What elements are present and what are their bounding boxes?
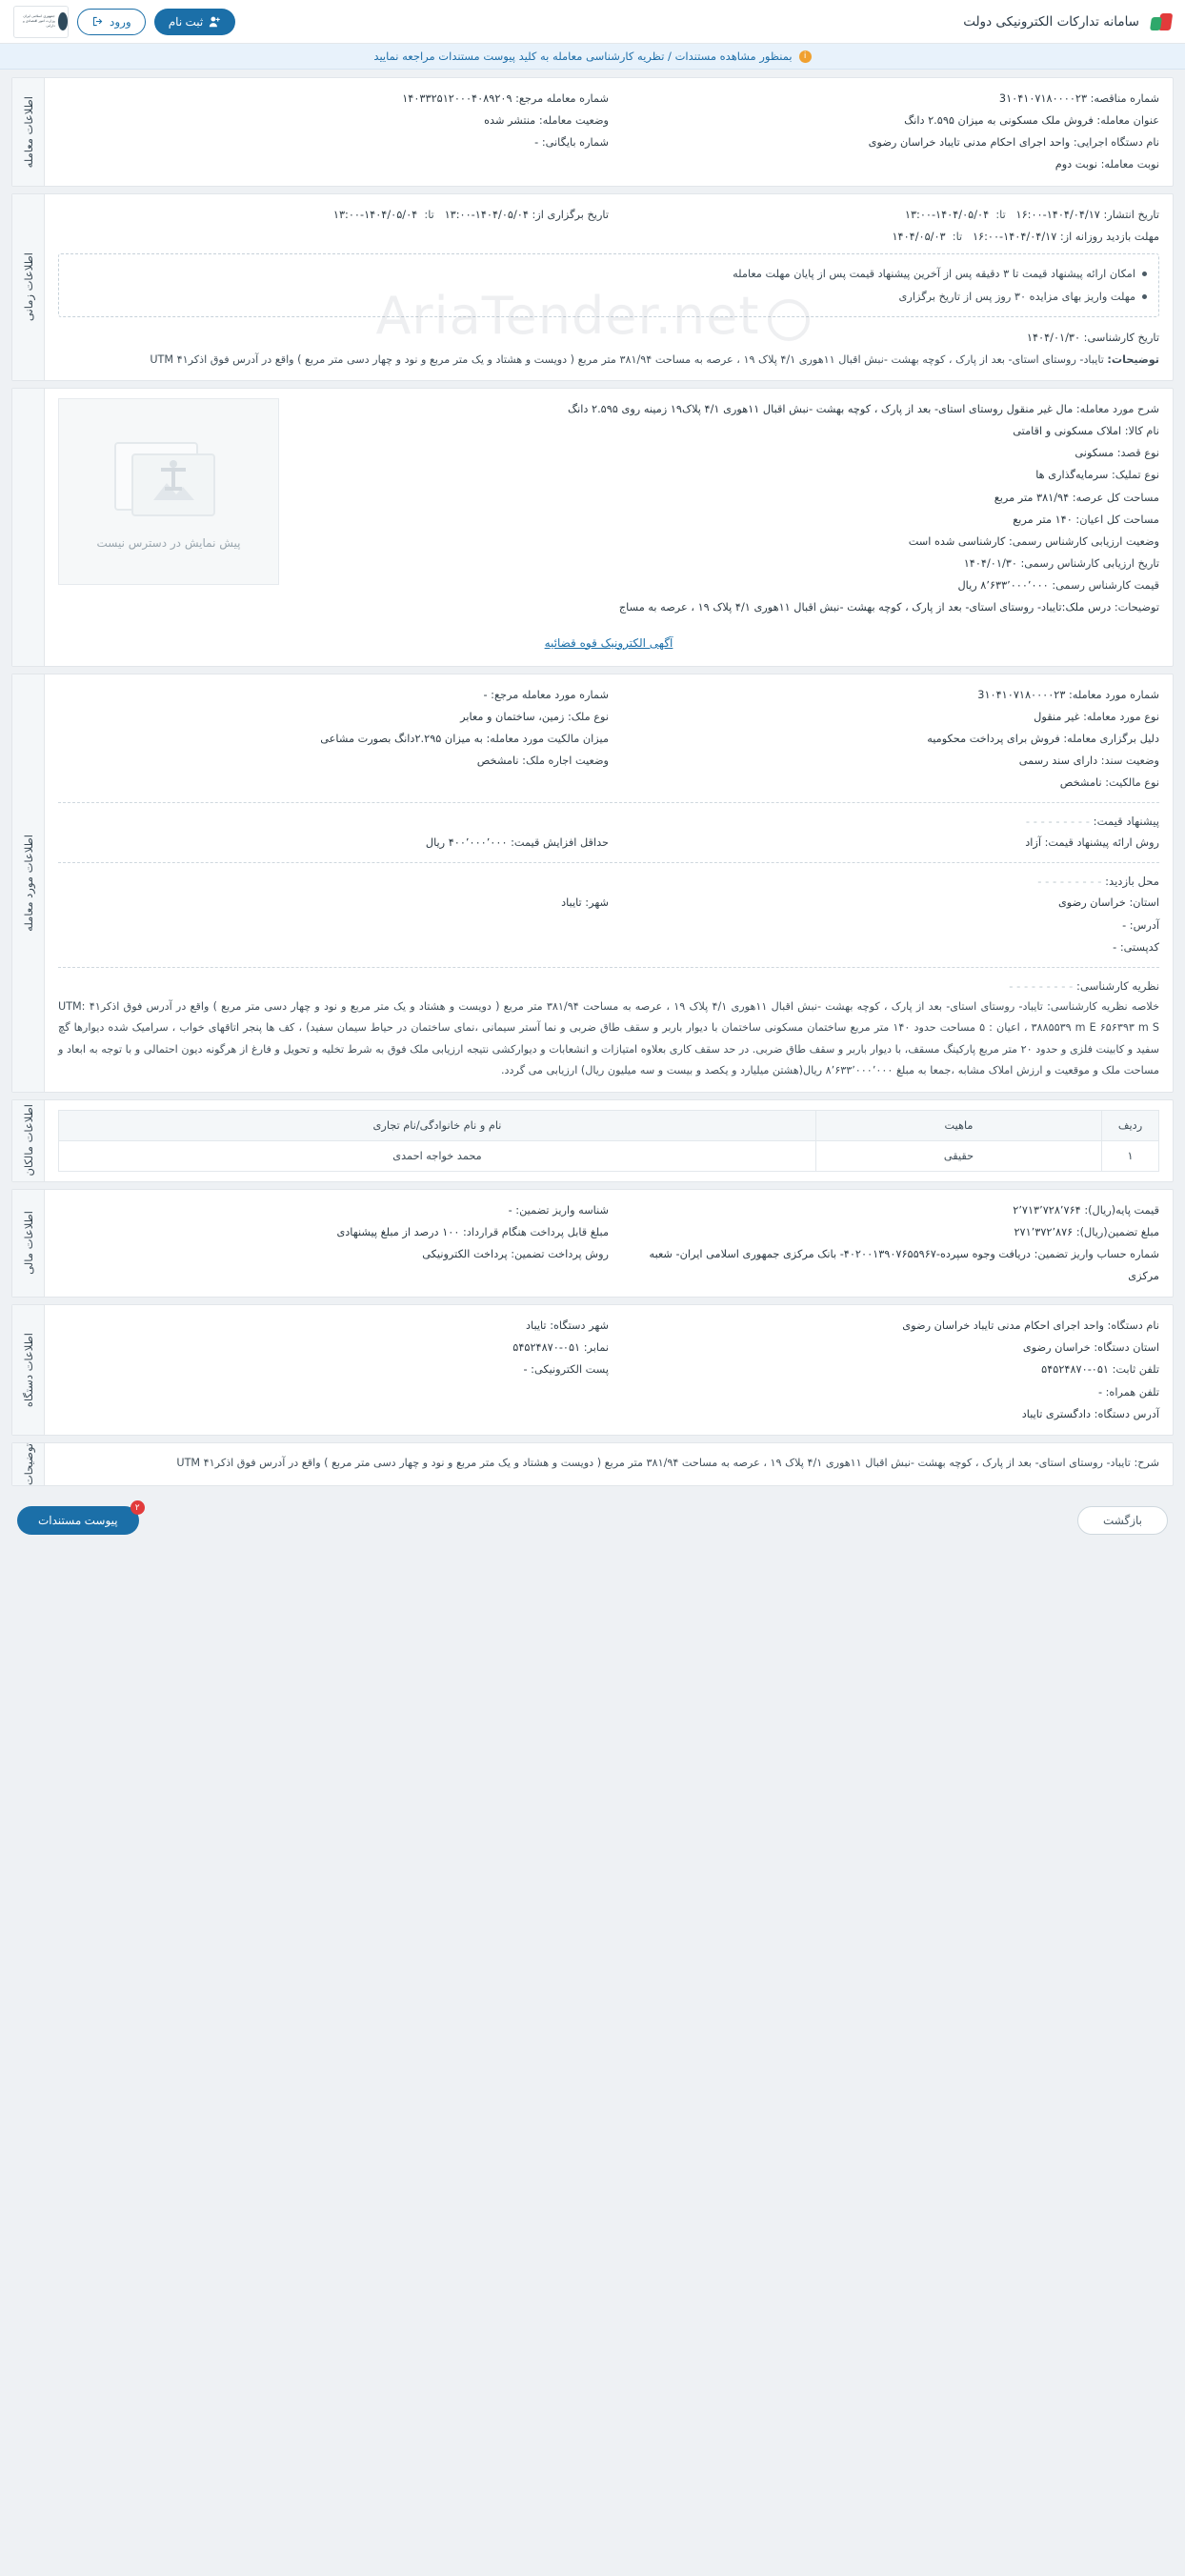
tab-financial: اطلاعات مالی [12,1190,45,1298]
price-method: روش ارائه پیشنهاد قیمت: آزاد [1025,836,1159,850]
top-actions [13,6,235,38]
subject-line: قیمت کارشناس رسمی: ۸٬۶۳۳٬۰۰۰٬۰۰۰ ریال [957,579,1159,593]
site-title: سامانه تدارکات الکترونیکی دولت [963,13,1139,30]
value: ۱۴۰۴/۰۵/۰۴-۱۳:۰۰ [444,208,529,221]
org-province: استان دستگاه: خراسان رضوی [1022,1341,1159,1355]
org-email: پست الکترونیکی: - [523,1363,609,1377]
divider [58,802,1159,803]
label: شماره مناقصه: [1090,92,1159,105]
contract-payment: مبلغ قابل پرداخت هنگام قرارداد: ۱۰۰ درصد از مبلغ پیشنهادی [336,1225,609,1238]
col-name: نام و نام خانوادگی/نام تجاری [59,1110,816,1140]
col-type: ماهیت [816,1110,1102,1140]
org-city: شهر دستگاه: تایباد [525,1319,609,1333]
visit-province: استان: خراسان رضوی [1057,896,1159,910]
guarantee-payment-method: روش پرداخت تضمین: پرداخت الکترونیکی [422,1247,609,1260]
ds-right-line: وضعیت اجاره ملک: نامشخص [476,754,609,767]
value: ۱۴۰۳۳۲۵۱۲۰۰۰۴۰۸۹۲۰۹ [402,92,512,105]
section-explanations [11,1442,1174,1486]
subject-line: شرح مورد معامله: مال غیر منقول روستای استای- بعد از پارک ، کوچه بهشت -نبش اقبال ۱۱هوری ۴/۱ پلاک۱۹ زمینه روی ۲.۵۹۵ دانگ [568,402,1159,415]
tab-subject-block [12,389,45,666]
tab-deal-info: اطلاعات معامله [12,78,45,186]
label: تاریخ کارشناسی: [1083,332,1159,345]
field-turn [618,153,1159,175]
user-plus-icon [209,15,221,28]
field-executor [618,131,1159,153]
tab-organization: اطلاعات دستگاه [12,1305,45,1435]
image-placeholder-caption: پیش نمایش در دسترس نیست [96,535,241,550]
judicial-eauction-link[interactable]: آگهی الکترونیک قوه قضائیه [544,635,673,650]
field-publish-date: تاریخ انتشار: ۱۴۰۴/۰۴/۱۷-۱۶:۰۰ تا: ۱۴۰۴/۰۵/۰۴-۱۳:۰۰ [904,208,1159,221]
guarantee-amount: مبلغ تضمین(ریال): ۲۷۱٬۳۷۲٬۸۷۶ [1014,1225,1159,1238]
value: ۱۴۰۴/۰۱/۳۰ [1026,332,1081,345]
time-note: مهلت واریز بهای مزایده ۳۰ روز پس از تاریخ برگزاری [70,286,1147,309]
login-arrow-icon [91,15,104,28]
visit-city: شهر: تایباد [561,896,609,910]
field-visit-date: تاریخ برگزاری از: ۱۴۰۴/۰۵/۰۴-۱۳:۰۰ تا: ۱۴۰۴/۰۵/۰۴-۱۳:۰۰ [332,208,609,221]
value: منتشر شده [484,114,536,128]
base-price: قیمت پایه(ریال): ۲٬۷۱۳٬۷۲۸٬۷۶۴ [1013,1203,1159,1217]
org-address: آدرس دستگاه: دادگستری تایباد [1021,1407,1159,1420]
bullet-icon [1142,294,1147,299]
value2: ۱۴۰۴/۰۵/۰۴-۱۳:۰۰ [904,208,990,221]
ds-left-line: وضعیت سند: دارای سند رسمی [1018,754,1159,767]
ds-right-line: شماره مورد معامله مرجع: - [483,688,609,701]
subject-line: نوع تملیک: سرمایه‌گذاری ها [1035,469,1159,482]
notice-text: بمنظور مشاهده مستندات / تظریه کارشناسی معامله به کلید پیوست مستندات مراجعه نمایید [373,50,793,63]
label: شماره معامله مرجع: [515,92,609,105]
field-deal-number [618,88,1159,110]
gov-seal-icon [58,12,68,30]
notice-bar [0,44,1185,70]
ds-left-line: شماره مورد معامله: 3۱۰۴۱۰۷۱۸۰۰۰۰۲۳ [977,688,1159,701]
field-expert-date [58,327,1159,349]
guarantee-id: شناسه واریز تضمین: - [508,1203,609,1217]
org-mobile: تلفن همراه: - [1097,1385,1159,1399]
label: تاریخ برگزاری از: [532,208,609,221]
value2: ۱۴۰۴/۰۵/۰۳ [892,230,946,243]
value: 3۱۰۴۱۰۷۱۸۰۰۰۰۲۳ [998,92,1088,105]
cell-type: حقیقی [816,1140,1102,1171]
price-proposal-title: پیشنهاد قیمت: - - - - - - - - - [1025,815,1159,829]
section-time-info [11,193,1174,381]
image-preview-placeholder [58,398,279,585]
value: - [534,136,539,150]
label: نوبت معامله: [1100,158,1159,171]
price-increment: حداقل افزایش قیمت: ۴۰۰٬۰۰۰٬۰۰۰ ریال [425,836,609,850]
attach-documents-label: پیوست مستندات [38,1514,118,1528]
value: تایباد- روستای استای- بعد از پارک ، کوچه بهشت -نبش اقبال ۱۱هوری ۴/۱ پلاک ۱۹ ، عرصه به مساحت ۳۸۱/۹۴ متر مربع ( دویست و هشتاد و یک متر مربع و نود و چهار دسی متر مربع ) واقع در آدرس فوق اذکر۴۱ UTM [150,352,1104,366]
org-fax: نمابر: ۰۵۱-۵۴۵۲۴۸۷۰ [512,1341,609,1355]
image-placeholder-icon [111,433,226,525]
value: فروش ملک مسکونی به میزان ۲.۵۹۵ دانگ [904,114,1094,128]
tab-explanations: توضیحات [12,1443,45,1485]
field-archive-number [68,131,609,153]
owners-table [58,1110,1159,1172]
label: عنوان معامله: [1096,114,1159,128]
section-deal-info [11,77,1174,187]
top-bar [0,0,1185,44]
expert-opinion-text: خلاصه نظریه کارشناسی: تایباد- روستای استای- بعد از پارک ، کوچه بهشت -نبش اقبال ۱۱هوری ۴/۱ پلاک ۱۹ ، عرصه به مساحت ۳۸۱/۹۴ متر مربع ( دویست و هشتاد و یک متر مربع و نود و چهار دسی متر مربع ) واقع در آدرس فوق اذکر۴۱ UTM: ۳۸۸۵۵۳۹ m E ۶۵۶۳۹۳ m S ، اعیان : ۵ مساحت حدود ۱۴۰ متر مربع ساختمان مسکونی ساختمان با دیوار باربر و سقف طاق ضربی و نما آستر سیمانی ،نمای ساختمان در حیاط سیمان سفید) ، کف ها پنجر اتاقهای خواب ، سرامیک شده دیوارها گچ سفید و کابینت فلزی و حدود ۲۰ متر مربع پارکینگ مسقف، با دیوار باربر و سقف طاق ضربی. در حد سقف کاری بعلاوه امتیازات و انشعابات و دیوارکشی نتیجه ارزیابی ملک فوق به شرط تخلیه و تحویل و فارغ از هرگونه دیون احتمالی و با توجه به ابعاد و مساحت ملک و موقعیت و ارزش املاک مشابه ،جمعا به مبلغ ۸٬۶۳۳٬۰۰۰٬۰۰۰ ریال(هشتن میلیارد و یکصد و بیست و سه میلیون ریال) ارزیابی می گردد. [58,999,1159,1077]
table-row [59,1140,1159,1171]
judicial-link-line [58,633,1159,651]
visit-postcode: کدپستی: - [1113,940,1159,954]
guarantee-account: شماره حساب واریز تضمین: دریافت وجوه سپرده-۴۰۲۰۰۱۳۹۰۷۶۵۵۹۶۷- بانک مرکزی جمهوری اسلامی ایران- شعبه مرکزی [649,1247,1159,1282]
org-name: نام دستگاه: واحد اجرای احکام مدنی تایباد خراسان رضوی [902,1319,1159,1333]
subject-line: تاریخ ارزیابی کارشناس رسمی: ۱۴۰۴/۰۱/۳۰ [963,557,1159,571]
time-note: امکان ارائه پیشنهاد قیمت تا ۳ دقیقه پس از آخرین پیشنهاد قیمت پس از پایان مهلت معامله [70,263,1147,286]
register-button[interactable] [154,9,236,35]
footer-actions [0,1493,1185,1554]
tab-time-info: اطلاعات زمانی [12,194,45,380]
divider [58,967,1159,968]
section-organization [11,1304,1174,1436]
col-index: ردیف [1102,1110,1159,1140]
section-subject-block [11,388,1174,667]
visit-location-title: محل بازدید: - - - - - - - - - [1037,875,1159,889]
ds-left-line: نوع مالکیت: نامشخص [1059,776,1159,790]
time-notes-box [58,253,1159,317]
label: توضیحات: [1107,352,1159,366]
label: نام دستگاه اجرایی: [1073,136,1159,150]
back-button[interactable]: بازگشت [1077,1506,1168,1535]
gov-logo-text: جمهوری اسلامی ایران وزارت امور اقتصادی و دارایی [22,14,55,28]
label: وضعیت معامله: [538,114,609,128]
cell-index: ۱ [1102,1140,1159,1171]
attachment-count-badge: ۲ [131,1500,145,1515]
gov-logo [13,6,69,38]
ds-left-line: نوع مورد معامله: غیر منقول [1034,710,1159,723]
login-label: ورود [110,14,131,29]
field-offer-deadline: مهلت بازدید روزانه از: ۱۴۰۴/۰۴/۱۷-۱۶:۰۰ تا: ۱۴۰۴/۰۵/۰۳ [892,230,1159,243]
field-deal-subject [618,110,1159,131]
tab-deal-subject: اطلاعات مورد معامله [12,674,45,1092]
field-time-desc [58,350,1159,371]
ds-left-line: دلیل برگزاری معامله: فروش برای پرداخت محکومیه [927,732,1159,745]
attach-documents-button[interactable] [17,1502,140,1535]
ds-right-line: نوع ملک: زمین، ساختمان و معابر [460,710,609,723]
subject-line: نام کالا: املاک مسکونی و اقامتی [1013,425,1159,438]
cell-name: محمد خواجه احمدی [59,1140,816,1171]
value2: ۱۴۰۴/۰۵/۰۴-۱۳:۰۰ [332,208,418,221]
ds-right-line: میزان مالکیت مورد معامله: به میزان ۲.۲۹۵دانگ بصورت مشاعی [320,732,609,745]
explanations-text: شرح: تایباد- روستای استای- بعد از پارک ، کوچه بهشت -نبش اقبال ۱۱هوری ۴/۱ پلاک ۱۹ ، عرصه به مساحت ۳۸۱/۹۴ متر مربع ( دویست و هشتاد و یک متر مربع و نود و چهار دسی متر مربع ) واقع در آدرس فوق اذکر۴۱ UTM [176,1456,1159,1469]
content [0,70,1185,1486]
login-button[interactable] [77,9,146,35]
field-ref-number [68,88,609,110]
field-deal-status [68,110,609,131]
label: مهلت بازدید روزانه از: [1059,230,1159,243]
subject-line: وضعیت ارزیابی کارشناس رسمی: کارشناسی شده است [908,534,1159,548]
section-owners [11,1099,1174,1182]
subject-line: نوع قصد: مسکونی [1075,447,1159,460]
brand [963,11,1172,32]
subject-line: مساحت کل عرصه: ۳۸۱/۹۴ متر مربع [994,491,1159,504]
org-phone: تلفن ثابت: ۰۵۱-۵۴۵۲۴۸۷۰ [1041,1363,1159,1377]
expert-opinion-title: نظریه کارشناسی: - - - - - - - - - [1009,978,1159,993]
tab-owners: اطلاعات مالکان [12,1100,45,1181]
value: واحد اجرای احکام مدنی تایباد خراسان رضوی [868,136,1071,150]
subject-line: مساحت کل اعیان: ۱۴۰ متر مربع [1013,513,1159,526]
table-header-row [59,1110,1159,1140]
sitelogo-icon [1147,11,1172,32]
bullet-icon [1142,272,1147,276]
value: ۱۴۰۴/۰۴/۱۷-۱۶:۰۰ [1015,208,1100,221]
section-deal-subject [11,674,1174,1093]
divider [58,862,1159,863]
register-label: ثبت نام [168,14,204,29]
label: شماره بایگانی: [541,136,609,150]
label: تاریخ انتشار: [1103,208,1159,221]
value: نوبت دوم [1054,158,1097,171]
section-financial [11,1189,1174,1298]
visit-address: آدرس: - [1122,918,1159,932]
subject-line: توضیحات: درس ملک:تایباد- روستای استای- بعد از پارک ، کوچه بهشت -نبش اقبال ۱۱هوری ۴/۱ پلاک ۱۹ ، عرصه به مساج [618,601,1159,614]
info-icon: i [799,50,812,63]
value: ۱۴۰۴/۰۴/۱۷-۱۶:۰۰ [972,230,1057,243]
